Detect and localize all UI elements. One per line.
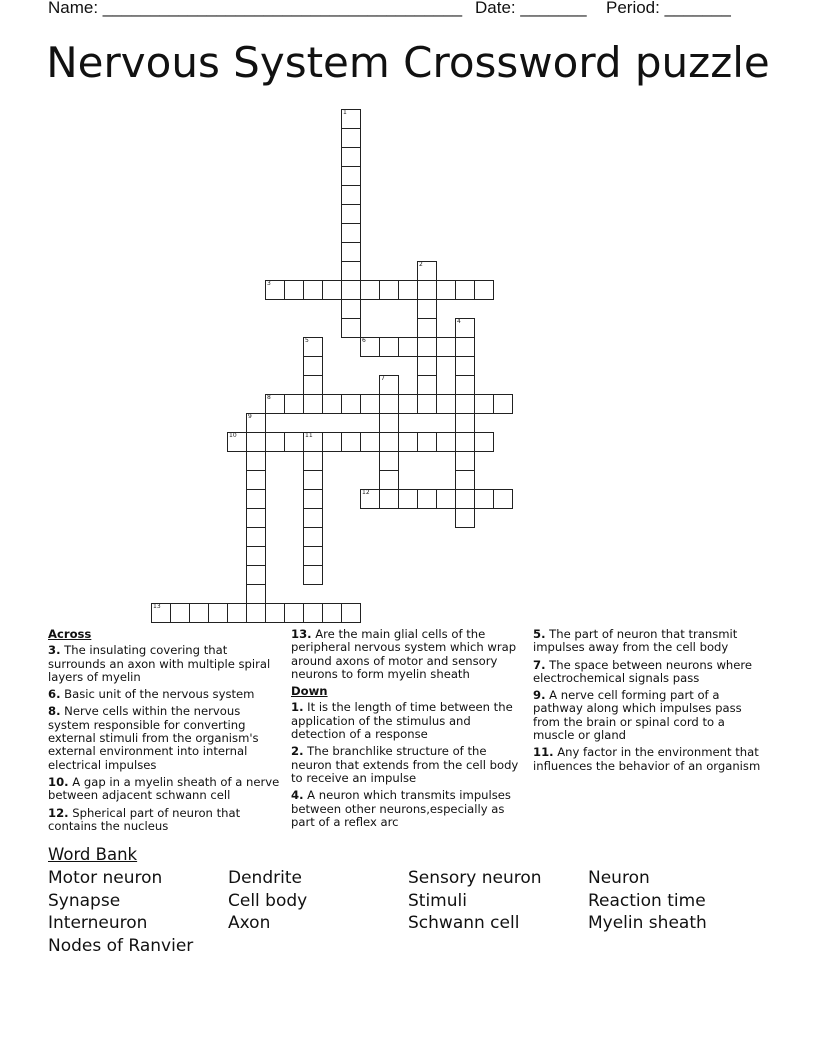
crossword-cell[interactable] (493, 489, 513, 509)
crossword-cell[interactable] (379, 280, 399, 300)
crossword-cell[interactable] (246, 451, 266, 471)
crossword-cell[interactable] (417, 337, 437, 357)
crossword-cell[interactable] (341, 109, 361, 129)
word-bank-item: Dendrite (228, 868, 302, 888)
crossword-cell[interactable] (246, 603, 266, 623)
down-clue (291, 789, 523, 829)
clue-number-label: 7 (381, 375, 385, 382)
crossword-cell[interactable] (341, 204, 361, 224)
crossword-cell[interactable] (265, 432, 285, 452)
crossword-cell[interactable] (246, 413, 266, 433)
crossword-cell[interactable] (246, 584, 266, 604)
crossword-cell[interactable] (341, 261, 361, 281)
crossword-cell[interactable] (303, 470, 323, 490)
clue-number: 1. (291, 700, 304, 715)
clue-number-label: 3 (267, 280, 271, 287)
word-bank-item: Schwann cell (408, 913, 520, 933)
crossword-cell[interactable] (246, 527, 266, 547)
crossword-cell[interactable] (303, 375, 323, 395)
crossword-cell[interactable] (246, 508, 266, 528)
crossword-cell[interactable] (379, 413, 399, 433)
crossword-cell[interactable] (322, 280, 342, 300)
crossword-cell[interactable] (417, 261, 437, 281)
clue-text: The space between neurons where electrochemical signals pass (533, 657, 753, 685)
clue-number: 3. (48, 643, 61, 658)
word-bank-list (48, 867, 788, 957)
crossword-cell[interactable] (246, 546, 266, 566)
crossword-cell[interactable] (455, 356, 475, 376)
crossword-cell[interactable] (284, 394, 304, 414)
crossword-cell[interactable] (322, 432, 342, 452)
crossword-cell[interactable] (360, 432, 380, 452)
crossword-cell[interactable] (436, 337, 456, 357)
crossword-cell[interactable] (474, 489, 494, 509)
crossword-cell[interactable] (341, 318, 361, 338)
crossword-cell[interactable] (341, 185, 361, 205)
crossword-cell[interactable] (379, 394, 399, 414)
crossword-cell[interactable] (474, 394, 494, 414)
clue-text: Spherical part of neuron that contains the nucleus (48, 805, 241, 833)
clue-number: 9. (533, 688, 546, 703)
crossword-cell[interactable] (341, 166, 361, 186)
crossword-cell[interactable] (303, 527, 323, 547)
crossword-cell[interactable] (493, 394, 513, 414)
clue-number: 11. (533, 745, 554, 760)
crossword-cell[interactable] (246, 565, 266, 585)
crossword-cell[interactable] (379, 451, 399, 471)
clue-number-label: 10 (229, 432, 237, 439)
down-clue (291, 745, 523, 785)
crossword-cell[interactable] (246, 470, 266, 490)
crossword-cell[interactable] (341, 603, 361, 623)
down-clue (533, 628, 765, 655)
clue-number: 13. (291, 627, 312, 641)
crossword-cell[interactable] (303, 565, 323, 585)
crossword-cell[interactable] (322, 394, 342, 414)
crossword-cell[interactable] (436, 394, 456, 414)
crossword-cell[interactable] (455, 508, 475, 528)
crossword-cell[interactable] (303, 394, 323, 414)
crossword-cell[interactable] (360, 394, 380, 414)
clue-number-label: 9 (248, 413, 252, 420)
word-bank-item: Interneuron (48, 913, 148, 933)
crossword-cell[interactable] (455, 489, 475, 509)
clue-number-label: 1 (343, 109, 347, 116)
page-title: Nervous System Crossword puzzle (46, 38, 770, 87)
clue-number-label: 4 (457, 318, 461, 325)
crossword-cell[interactable] (455, 432, 475, 452)
clue-text: The insulating covering that surrounds an axon with multiple spiral layers of myelin (48, 643, 271, 684)
word-bank-item: Reaction time (588, 890, 706, 911)
crossword-cell[interactable] (379, 470, 399, 490)
across-clue (48, 807, 280, 834)
crossword-cell[interactable] (417, 356, 437, 376)
crossword-cell[interactable] (455, 375, 475, 395)
crossword-cell[interactable] (474, 432, 494, 452)
down-clue (291, 701, 523, 741)
crossword-cell[interactable] (284, 432, 304, 452)
word-bank-item: Axon (228, 913, 271, 933)
crossword-cell[interactable] (398, 489, 418, 509)
crossword-cell[interactable] (341, 242, 361, 262)
clue-number: 5. (533, 627, 546, 641)
crossword-cell[interactable] (360, 489, 380, 509)
clue-number-label: 5 (305, 337, 309, 344)
crossword-cell[interactable] (265, 280, 285, 300)
crossword-cell[interactable] (341, 280, 361, 300)
clue-text: Nerve cells within the nervous system responsible for converting external stimuli from the organism's external environment into internal electrical impulses (48, 704, 259, 772)
clue-column-2 (291, 628, 523, 833)
clue-number: 2. (291, 744, 304, 759)
crossword-cell[interactable] (417, 299, 437, 319)
crossword-cell[interactable] (303, 280, 323, 300)
crossword-cell[interactable] (170, 603, 190, 623)
crossword-cell[interactable] (455, 337, 475, 357)
crossword-cell[interactable] (455, 280, 475, 300)
clue-number: 4. (291, 788, 304, 803)
crossword-cell[interactable] (455, 470, 475, 490)
crossword-cell[interactable] (379, 432, 399, 452)
crossword-cell[interactable] (360, 337, 380, 357)
crossword-cell[interactable] (303, 356, 323, 376)
crossword-cell[interactable] (379, 375, 399, 395)
clue-number-label: 13 (153, 603, 161, 610)
crossword-cell[interactable] (436, 432, 456, 452)
crossword-cell[interactable] (227, 432, 247, 452)
crossword-cell[interactable] (227, 603, 247, 623)
clue-text: Basic unit of the nervous system (64, 687, 255, 702)
across-clue (48, 705, 280, 771)
crossword-cell[interactable] (417, 280, 437, 300)
crossword-cell[interactable] (341, 223, 361, 243)
across-clue (48, 644, 280, 684)
crossword-cell[interactable] (303, 489, 323, 509)
crossword-cell[interactable] (303, 432, 323, 452)
crossword-cell[interactable] (436, 489, 456, 509)
word-bank-item: Cell body (228, 890, 308, 911)
date-field[interactable]: Date: _______ (475, 0, 587, 17)
crossword-cell[interactable] (284, 603, 304, 623)
clue-number: 10. (48, 774, 69, 789)
word-bank-item: Motor neuron (48, 868, 163, 888)
crossword-cell[interactable] (455, 394, 475, 414)
clue-text: A gap in a myelin sheath of a nerve between adjacent schwann cell (48, 774, 280, 803)
clue-text: A nerve cell forming part of a pathway along which impulses pass from the brain or spinal cord to a muscle or gland (533, 688, 742, 743)
crossword-cell[interactable] (341, 299, 361, 319)
crossword-cell[interactable] (398, 280, 418, 300)
clue-column-1 (48, 628, 280, 837)
clue-text: The part of neuron that transmit impulses away from the cell body (533, 627, 738, 655)
crossword-cell[interactable] (360, 280, 380, 300)
word-bank-item: Stimuli (408, 890, 467, 911)
crossword-cell[interactable] (417, 375, 437, 395)
clue-number: 8. (48, 704, 61, 719)
crossword-cell[interactable] (303, 451, 323, 471)
crossword-cell[interactable] (398, 394, 418, 414)
crossword-cell[interactable] (341, 432, 361, 452)
clue-text: A neuron which transmits impulses between other neurons,especially as part of a reflex arc (291, 788, 511, 829)
crossword-cell[interactable] (417, 489, 437, 509)
crossword-cell[interactable] (398, 432, 418, 452)
clue-number-label: 8 (267, 394, 271, 401)
crossword-cell[interactable] (417, 318, 437, 338)
down-heading: Down (291, 684, 328, 699)
across-clue (48, 688, 280, 701)
name-field[interactable]: Name: ______________________________________ (48, 0, 463, 17)
crossword-cell[interactable] (379, 489, 399, 509)
word-bank-item: Synapse (48, 890, 121, 911)
word-bank-title: Word Bank (48, 845, 138, 864)
crossword-cell[interactable] (208, 603, 228, 623)
crossword-cell[interactable] (474, 280, 494, 300)
down-clue (533, 659, 765, 686)
crossword-cell[interactable] (341, 394, 361, 414)
crossword-cell[interactable] (151, 603, 171, 623)
clue-number-label: 11 (305, 432, 313, 439)
clue-number: 6. (48, 687, 61, 702)
down-clue (533, 746, 765, 773)
clue-text: Are the main glial cells of the peripheral nervous system which wrap around axons of motor and sensory neurons to form myelin sheath (291, 627, 517, 681)
crossword-cell[interactable] (455, 413, 475, 433)
word-bank-item: Myelin sheath (588, 913, 707, 933)
crossword-cell[interactable] (455, 318, 475, 338)
crossword-cell[interactable] (417, 394, 437, 414)
clue-number: 7. (533, 657, 546, 672)
across-clue (291, 628, 523, 681)
crossword-cell[interactable] (398, 337, 418, 357)
word-bank-item: Neuron (588, 868, 650, 888)
period-field[interactable]: Period: _______ (606, 0, 731, 17)
clue-column-3 (533, 628, 765, 777)
crossword-cell[interactable] (455, 451, 475, 471)
crossword-cell[interactable] (417, 432, 437, 452)
crossword-cell[interactable] (436, 280, 456, 300)
crossword-cell[interactable] (303, 546, 323, 566)
crossword-cell[interactable] (303, 337, 323, 357)
across-clue (48, 776, 280, 803)
across-heading: Across (48, 627, 92, 641)
crossword-cell[interactable] (189, 603, 209, 623)
crossword-cell[interactable] (341, 147, 361, 167)
down-clue (533, 689, 765, 742)
crossword-cell[interactable] (246, 489, 266, 509)
crossword-cell[interactable] (284, 280, 304, 300)
clue-text: The branchlike structure of the neuron that extends from the cell body to receive an impulse (291, 744, 519, 785)
clue-number: 12. (48, 805, 69, 820)
word-bank-item: Nodes of Ranvier (48, 935, 194, 956)
clue-number-label: 12 (362, 489, 370, 496)
crossword-cell[interactable] (303, 603, 323, 623)
crossword-cell[interactable] (303, 508, 323, 528)
clue-text: It is the length of time between the application of the stimulus and detection of a response (291, 700, 513, 742)
word-bank (48, 845, 788, 957)
crossword-cell[interactable] (265, 603, 285, 623)
clue-number-label: 6 (362, 337, 366, 344)
crossword-cell[interactable] (265, 394, 285, 414)
word-bank-item: Sensory neuron (408, 868, 542, 888)
crossword-cell[interactable] (379, 337, 399, 357)
crossword-cell[interactable] (341, 128, 361, 148)
crossword-cell[interactable] (246, 432, 266, 452)
clue-number-label: 2 (419, 261, 423, 268)
crossword-cell[interactable] (322, 603, 342, 623)
clue-text: Any factor in the environment that influences the behavior of an organism (533, 745, 761, 773)
